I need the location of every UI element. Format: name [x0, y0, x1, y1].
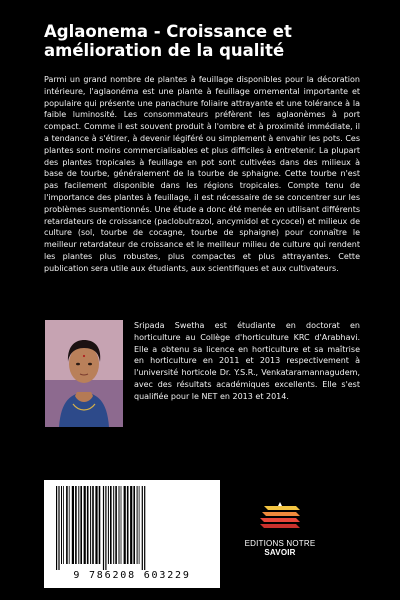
isbn-number: 9 786208 603229	[73, 570, 191, 581]
barcode-bar	[66, 486, 68, 564]
barcode-bar	[130, 486, 132, 564]
author-bio: Sripada Swetha est étudiante en doctorat en horticulture au Collège d'horticulture KRC d'Arabhavi. Elle a obtenu sa licence en horticulture et sa maîtrise en horticulture en 2011 et 2013 respectivement à l'université horticole Dr. Y.S.R., Venkataramannagudem, avec des résultats académiques excellents. Elle s'est qualifiée pour le NET en 2013 et 2014.	[134, 321, 360, 401]
barcode-bar	[95, 486, 97, 564]
barcode-bar	[139, 486, 140, 564]
barcode-bar	[137, 486, 138, 564]
barcode-bar	[142, 486, 143, 570]
barcode-bar	[121, 486, 122, 564]
barcode-bar	[80, 486, 82, 564]
barcode-bar	[58, 486, 59, 570]
barcode-bar	[56, 486, 57, 570]
barcode-bar	[63, 486, 64, 564]
barcode-bar	[87, 486, 89, 564]
stacked-books-icon	[258, 500, 302, 532]
barcode-bar	[115, 486, 117, 564]
barcode-bar	[84, 486, 86, 564]
barcode-bar	[78, 486, 79, 564]
barcode-bar	[133, 486, 135, 564]
barcode-bar	[90, 486, 91, 564]
barcode-bar	[144, 486, 145, 570]
barcode-bar	[69, 486, 70, 564]
publisher-name-bold: SAVOIR	[264, 548, 296, 557]
barcode-bar	[99, 486, 101, 564]
author-photo	[45, 320, 123, 427]
barcode	[44, 480, 220, 588]
barcode-bars	[52, 486, 212, 570]
barcode-bar	[127, 486, 129, 564]
publisher-name	[232, 539, 328, 557]
barcode-bar	[124, 486, 126, 564]
book-title: Aglaonema - Croissance et amélioration de la qualité	[44, 22, 292, 60]
barcode-bar	[92, 486, 94, 564]
author-portrait-image	[45, 320, 123, 427]
barcode-bar	[105, 486, 106, 570]
book-description: Parmi un grand nombre de plantes à feuillage disponibles pour la décoration intérieure, l'aglaonéma est une plante à feuillage ornemental importante et populaire qui présente une panachure foliaire attrayante et une tolérance à la faible luminosité. Les consommateurs préfèrent les aglaonèmes à port compact. Comme il est souvent produit à l'ombre et à proximité immédiate, il a tendance à s'étirer, à devenir légiféré ou simplement à envahir les pots. Ces plantes sont moins commercialisables et plus difficiles à entretenir. La plupart des plantes tropicales à feuillage en pot sont cultivées dans des milieux à base de tourbe, généralement de la tourbe de sphaigne. Cette tourbe n'est pas facilement disponible dans les régions tropicales. Compte tenu de l'importance des plantes à feuillage, il est nécessaire de se concentrer sur les problèmes susmentionnés. Une étude a donc été menée en utilisant différents retardateurs de croissance (paclobutrazol, ancymidol et cycocel) et milieux de culture (sol, tourbe de cocagne, tourbe de sphaigne) pour connaître le meilleur retardateur de croissance et le meilleur milieu de culture qui rendent les plantes plus robustes, plus compactes et plus attrayantes. Cette publication sera utile aux étudiants, aux scientifiques et aux cultivateurs.	[44, 75, 360, 273]
barcode-bar	[108, 486, 109, 564]
barcode-bar	[103, 486, 104, 570]
barcode-bar	[75, 486, 77, 564]
publisher-name-light: EDITIONS NOTRE	[244, 539, 316, 548]
barcode-bar	[61, 486, 62, 564]
barcode-bar	[110, 486, 112, 564]
barcode-bar	[119, 486, 120, 564]
barcode-bar	[72, 486, 74, 564]
barcode-bar	[113, 486, 114, 564]
